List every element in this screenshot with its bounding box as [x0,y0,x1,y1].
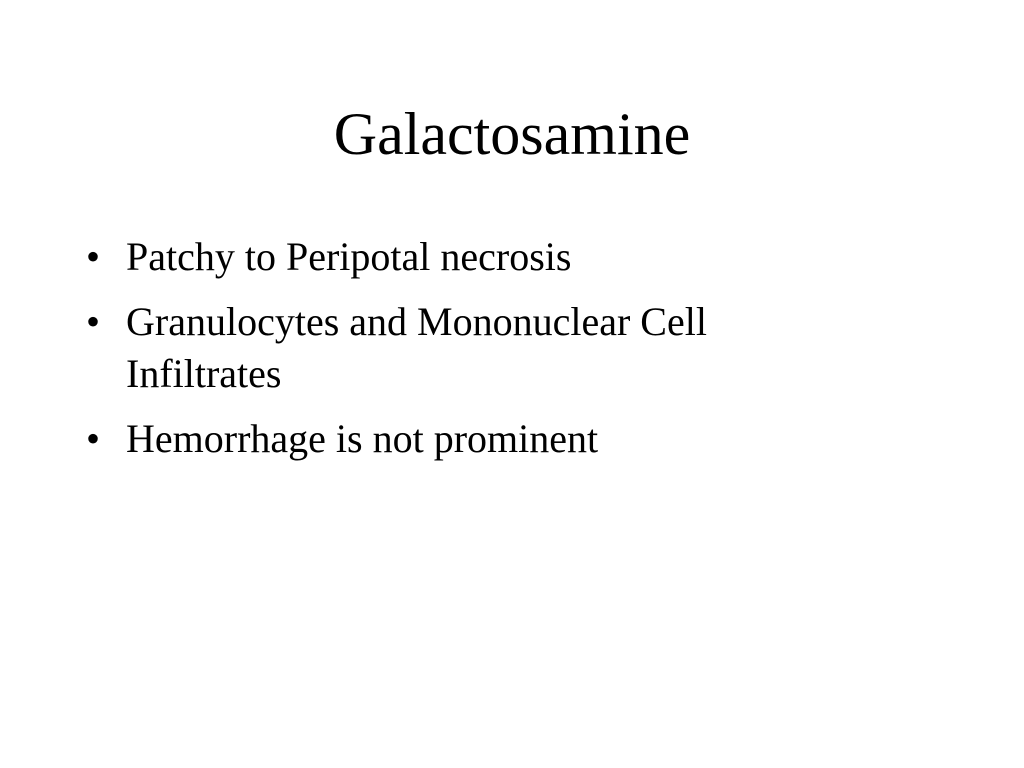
bullet-item [86,413,946,465]
bullet-text: Hemorrhage is not prominent [126,416,599,461]
bullet-item [86,296,806,400]
bullet-list [86,231,946,478]
bullet-marker: • [86,234,101,279]
slide-title: Galactosamine [333,101,691,167]
bullet-marker: • [86,416,101,461]
bullet-text: Patchy to Peripotal necrosis [126,234,572,279]
bullet-marker: • [86,299,101,344]
bullet-text: Granulocytes and Mononuclear Cell Infiltrates [126,299,707,396]
bullet-item [86,231,946,283]
